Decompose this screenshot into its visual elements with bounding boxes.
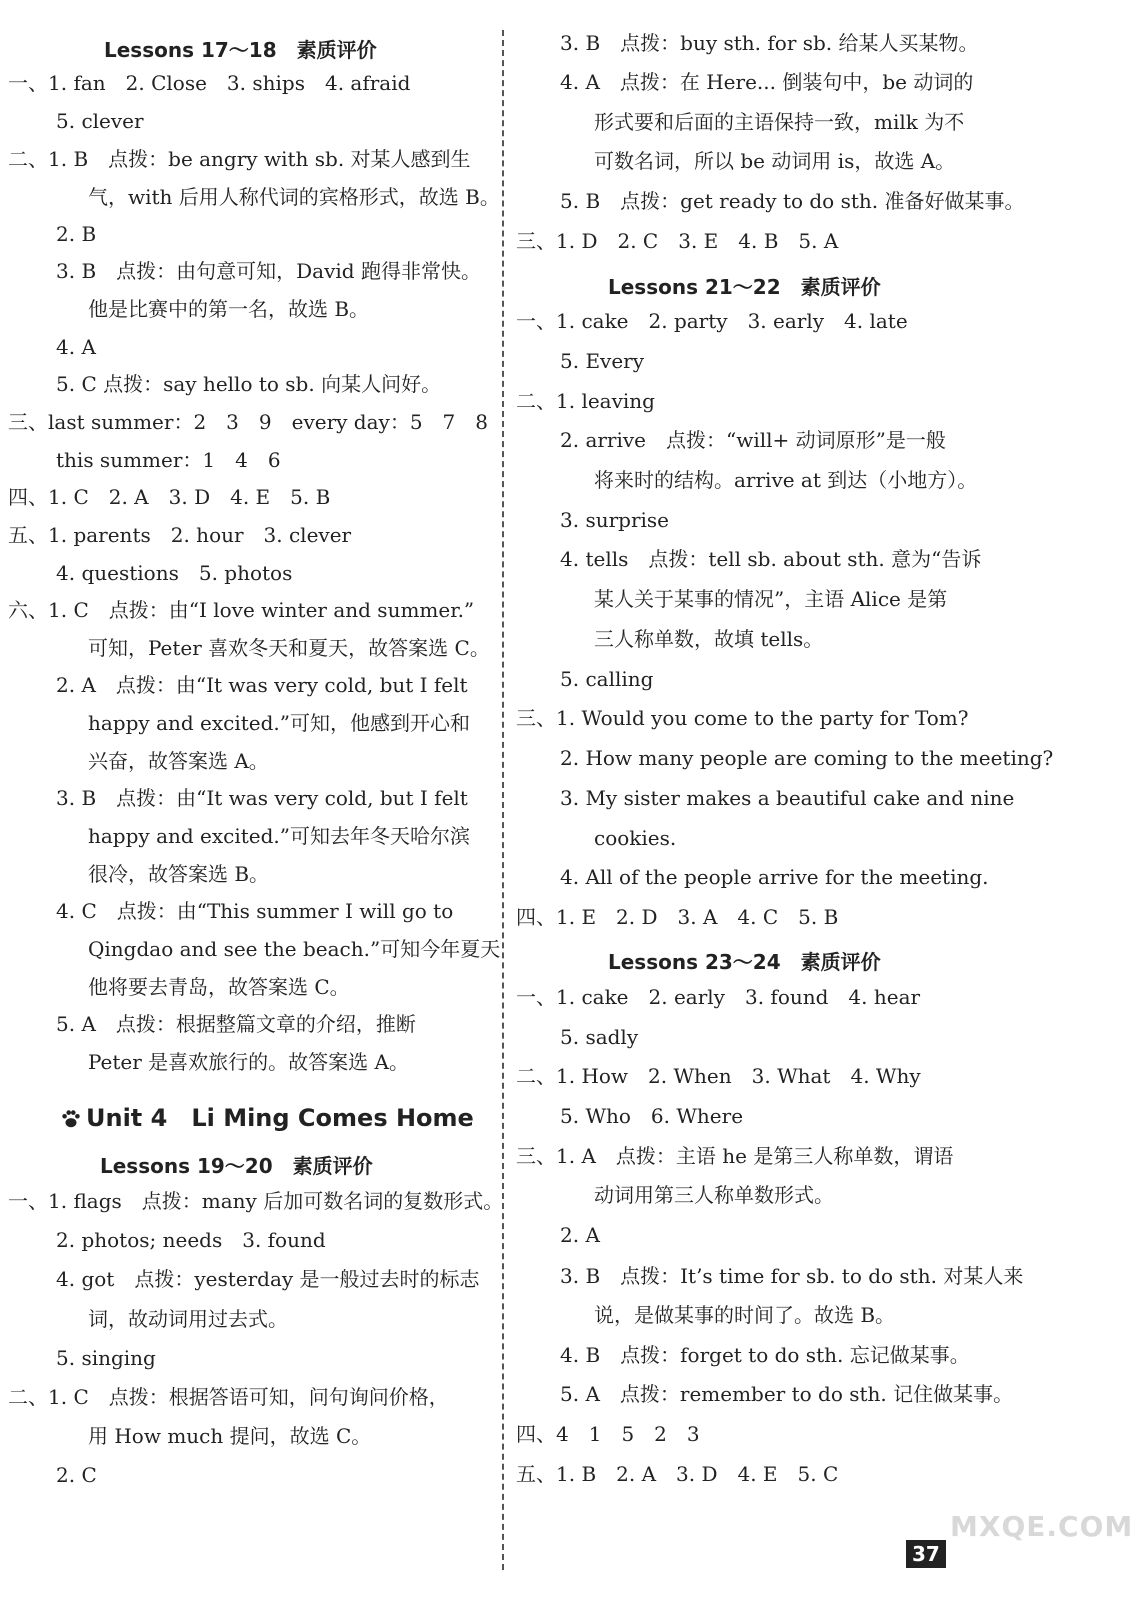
answer-line: Peter 是喜欢旅行的。故答案选 A。 bbox=[88, 1050, 409, 1074]
answer-line: 4. got 点拨：yesterday 是一般过去时的标志 bbox=[56, 1267, 480, 1291]
answer-line: 4. B 点拨：forget to do sth. 忘记做某事。 bbox=[560, 1343, 970, 1367]
answer-line: 一、1. cake 2. party 3. early 4. late bbox=[516, 309, 908, 333]
answer-line: 2. photos; needs 3. found bbox=[56, 1228, 326, 1252]
answer-line: 3. My sister makes a beautiful cake and nine bbox=[560, 786, 1015, 810]
answer-line: 三人称单数，故填 tells。 bbox=[594, 627, 824, 651]
answer-line: 五、1. parents 2. hour 3. clever bbox=[8, 523, 352, 547]
answer-line: 用 How much 提问，故选 C。 bbox=[88, 1424, 372, 1448]
answer-line: 二、1. How 2. When 3. What 4. Why bbox=[516, 1064, 921, 1088]
answer-line: 动词用第三人称单数形式。 bbox=[594, 1183, 834, 1207]
answer-line: 2. How many people are coming to the meeting? bbox=[560, 746, 1054, 770]
answer-line: 5. B 点拨：get ready to do sth. 准备好做某事。 bbox=[560, 189, 1025, 213]
answer-line: 一、1. fan 2. Close 3. ships 4. afraid bbox=[8, 71, 411, 95]
answer-line: 3. B 点拨：buy sth. for sb. 给某人买某物。 bbox=[560, 31, 979, 55]
answer-line: 形式要和后面的主语保持一致，milk 为不 bbox=[594, 110, 965, 134]
answer-line: 三、last summer：2 3 9 every day：5 7 8 bbox=[8, 410, 489, 434]
answer-line: 5. singing bbox=[56, 1346, 156, 1370]
answer-line: 他将要去青岛，故答案选 C。 bbox=[88, 975, 350, 999]
answer-line: happy and excited.”可知去年冬天哈尔滨 bbox=[88, 824, 471, 848]
answer-line: 5. clever bbox=[56, 109, 144, 133]
answer-line: 兴奋，故答案选 A。 bbox=[88, 749, 269, 773]
section-heading: Lessons 19～20 素质评价 bbox=[100, 1154, 373, 1178]
answer-line: cookies. bbox=[594, 826, 677, 850]
unit-title: Unit 4 Li Ming Comes Home bbox=[86, 1104, 474, 1132]
answer-line: 说，是做某事的时间了。故选 B。 bbox=[594, 1303, 896, 1327]
answer-line: 4. C 点拨：由“This summer I will go to bbox=[56, 899, 454, 923]
answer-line: 3. surprise bbox=[560, 508, 670, 532]
watermark: MXQE.COM bbox=[950, 1510, 1133, 1543]
paw-icon bbox=[60, 1108, 82, 1130]
answer-line: 三、1. D 2. C 3. E 4. B 5. A bbox=[516, 229, 839, 253]
answer-line: 很冷，故答案选 B。 bbox=[88, 862, 270, 886]
answer-line: 可知，Peter 喜欢冬天和夏天，故答案选 C。 bbox=[88, 636, 490, 660]
answer-line: 词，故动词用过去式。 bbox=[88, 1307, 288, 1331]
page-number: 37 bbox=[906, 1540, 946, 1568]
answer-line: 4. A bbox=[56, 335, 96, 359]
section-heading: Lessons 23～24 素质评价 bbox=[608, 950, 881, 974]
column-divider bbox=[502, 30, 504, 1570]
answer-line: 可数名词，所以 be 动词用 is，故选 A。 bbox=[594, 149, 956, 173]
answer-line: 3. B 点拨：由“It was very cold, but I felt bbox=[56, 786, 468, 810]
answer-line: 2. A bbox=[560, 1223, 600, 1247]
answer-line: 三、1. Would you come to the party for Tom? bbox=[516, 706, 969, 730]
answer-line: 四、4 1 5 2 3 bbox=[516, 1422, 700, 1446]
answer-line: 六、1. C 点拨：由“I love winter and summer.” bbox=[8, 598, 475, 622]
answer-line: 3. B 点拨：由句意可知，David 跑得非常快。 bbox=[56, 259, 481, 283]
answer-line: 4. questions 5. photos bbox=[56, 561, 293, 585]
answer-line: 二、1. leaving bbox=[516, 389, 655, 413]
answer-line: 气，with 后用人称代词的宾格形式，故选 B。 bbox=[88, 185, 500, 209]
answer-line: 某人关于某事的情况”，主语 Alice 是第 bbox=[594, 587, 948, 611]
answer-line: 一、1. cake 2. early 3. found 4. hear bbox=[516, 985, 921, 1009]
answer-line: 一、1. flags 点拨：many 后加可数名词的复数形式。 bbox=[8, 1189, 504, 1213]
answer-line: 2. C bbox=[56, 1463, 97, 1487]
answer-line: 5. Who 6. Where bbox=[560, 1104, 744, 1128]
answer-line: 五、1. B 2. A 3. D 4. E 5. C bbox=[516, 1462, 839, 1486]
answer-line: 4. A 点拨：在 Here... 倒装句中，be 动词的 bbox=[560, 70, 974, 94]
answer-line: 四、1. E 2. D 3. A 4. C 5. B bbox=[516, 905, 839, 929]
answer-line: 5. A 点拨：remember to do sth. 记住做某事。 bbox=[560, 1382, 1014, 1406]
answer-line: 4. tells 点拨：tell sb. about sth. 意为“告诉 bbox=[560, 547, 982, 571]
answer-line: 三、1. A 点拨：主语 he 是第三人称单数，谓语 bbox=[516, 1144, 954, 1168]
answer-line: 5. Every bbox=[560, 349, 645, 373]
answer-line: 将来时的结构。arrive at 到达（小地方）。 bbox=[594, 468, 978, 492]
answer-line: happy and excited.”可知，他感到开心和 bbox=[88, 711, 471, 735]
section-heading: Lessons 17～18 素质评价 bbox=[104, 38, 377, 62]
answer-line: 他是比赛中的第一名，故选 B。 bbox=[88, 297, 370, 321]
answer-line: 4. All of the people arrive for the meeting. bbox=[560, 865, 989, 889]
answer-line: this summer：1 4 6 bbox=[56, 448, 281, 472]
section-heading: Lessons 21～22 素质评价 bbox=[608, 275, 881, 299]
answer-line: 2. A 点拨：由“It was very cold, but I felt bbox=[56, 673, 468, 697]
answer-line: 5. A 点拨：根据整篇文章的介绍，推断 bbox=[56, 1012, 416, 1036]
answer-line: 2. arrive 点拨：“will+ 动词原形”是一般 bbox=[560, 428, 946, 452]
answer-line: 5. sadly bbox=[560, 1025, 639, 1049]
answer-line: 5. C 点拨：say hello to sb. 向某人问好。 bbox=[56, 372, 442, 396]
unit-heading bbox=[60, 1098, 474, 1133]
answer-line: 5. calling bbox=[560, 667, 654, 691]
answer-line: 二、1. B 点拨：be angry with sb. 对某人感到生 bbox=[8, 147, 471, 171]
answer-line: 3. B 点拨：It’s time for sb. to do sth. 对某人来 bbox=[560, 1264, 1024, 1288]
answer-line: 四、1. C 2. A 3. D 4. E 5. B bbox=[8, 485, 331, 509]
answer-line: Qingdao and see the beach.”可知今年夏天 bbox=[88, 937, 501, 961]
answer-line: 2. B bbox=[56, 222, 97, 246]
answer-line: 二、1. C 点拨：根据答语可知，问句询问价格， bbox=[8, 1385, 449, 1409]
